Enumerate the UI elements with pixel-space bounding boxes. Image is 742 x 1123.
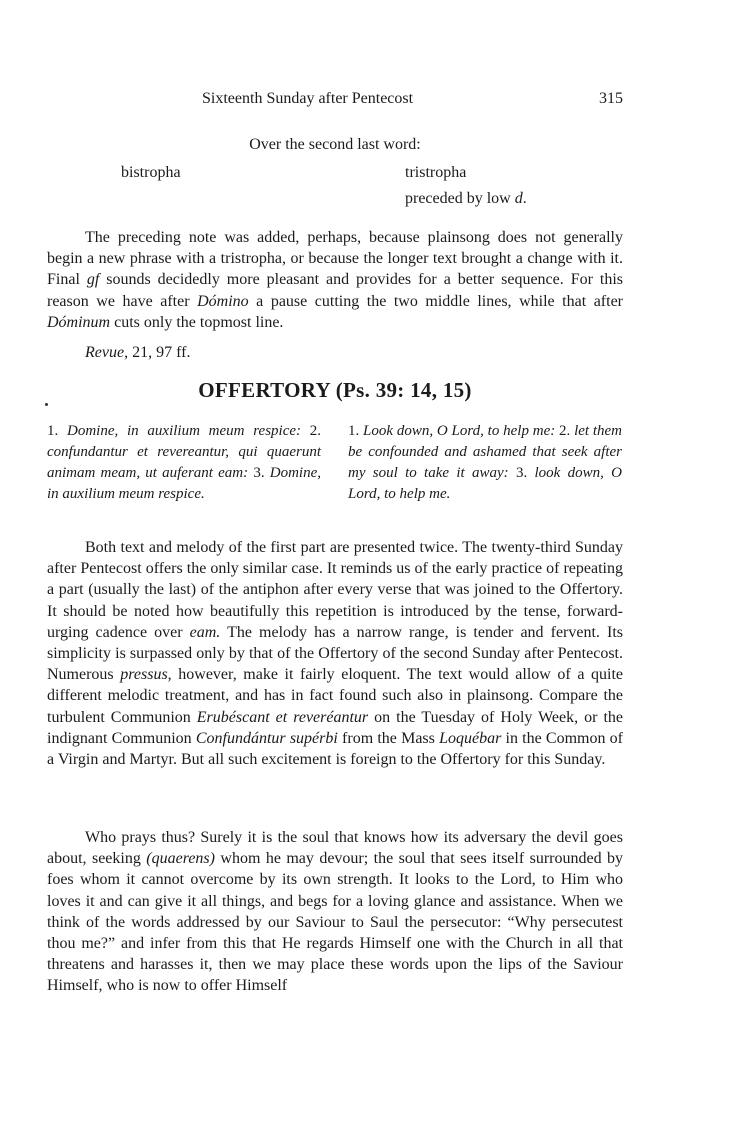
paragraph-melody bbox=[47, 537, 623, 770]
para2-text-4: on the Tuesday of Holy Week, or the indignant Communion bbox=[47, 708, 624, 747]
paragraph-tristropha bbox=[47, 227, 623, 333]
latin-verse-3-number: 3. bbox=[253, 465, 270, 481]
english-verse-2: let them be confounded and ashamed that seek after my soul to take it away: bbox=[348, 423, 623, 481]
para1-text-1: The preceding note was added, perhaps, because plainsong does not generally begin a new phrase with a tristropha, or because the longer text brought a change with it. Final bbox=[47, 229, 623, 289]
para2-text-1: Both text and melody of the first part are presented twice. The twenty-third Sunday after Pentecost offers the only similar case. It reminds us of the early practice of repeating a part (usually the last) of the antiphon after every verse that was joined to the Offertory. It should be noted how beautifully this repetition is introduced by the tense, forward-urging cadence over bbox=[47, 539, 623, 641]
paragraph-who-prays bbox=[47, 827, 623, 997]
para1-text-3: a pause cutting the two middle lines, while that after bbox=[248, 292, 624, 310]
para2-italic-eam: eam. bbox=[189, 623, 221, 641]
para2-text-2: The melody has a narrow range, is tender and fervent. Its simplicity is surpassed only by that of the Offertory of the second Sunday after Pentecost. Numerous bbox=[47, 623, 624, 684]
para2-text-5: from the Mass bbox=[337, 729, 440, 747]
english-verse-3: look down, O Lord, to help me. bbox=[348, 465, 623, 502]
para2-italic-confundantur: Confundántur supérbi bbox=[195, 729, 338, 747]
para1-italic-gf: gf bbox=[86, 271, 100, 289]
note-letter: d bbox=[514, 190, 523, 207]
para2-text-3: however, make it fairly eloquent. The text would allow of a quite different melodic treatment, and has in fact found such also in plainsong. Compare the turbulent Communion bbox=[47, 666, 623, 726]
latin-verse-2-number: 2. bbox=[309, 423, 322, 439]
para3-text-1: Who prays thus? Surely it is the soul that knows how its adversary the devil goes about, seeking bbox=[47, 829, 623, 868]
latin-text-column bbox=[47, 421, 321, 505]
para3-italic-quaerens: (quaerens) bbox=[146, 850, 215, 868]
tristropha-note bbox=[405, 190, 527, 208]
para1-text-4: cuts only the topmost line. bbox=[110, 313, 284, 331]
tristropha-note-text: preceded by low bbox=[405, 190, 511, 207]
bistropha-label: bistropha bbox=[121, 164, 181, 181]
para1-text-2: sounds decidedly more pleasant and provides for a better sequence. For this reason we have after bbox=[47, 271, 623, 310]
para3-text-2: whom he may devour; the soul that sees itself surrounded by foes whom it cannot overcome by its own strength. It looks to the Lord, to Him who loves it and can give it all things, and begs for a loving glance and assistance. When we think of the words addressed by our Saviour to Saul the persecutor: “Why persecutest thou me?” and infer from this that He regards Himself one with the Church in all that threatens and harasses it, then we may place these words upon the lips of the Saviour Himself, who is now to offer Himself bbox=[47, 850, 623, 995]
english-verse-1: Look down, O Lord, to help me: bbox=[363, 423, 560, 439]
para2-italic-loquebar: Loquébar bbox=[439, 729, 502, 747]
english-text-column bbox=[348, 421, 622, 505]
english-verse-3-number: 3. bbox=[515, 465, 535, 481]
page-number: 315 bbox=[599, 90, 623, 107]
english-verse-2-number: 2. bbox=[559, 423, 575, 439]
comparison-intro: Over the second last word: bbox=[249, 136, 421, 153]
tristropha-note-end: . bbox=[522, 190, 527, 207]
para1-italic-dominum: Dóminum bbox=[47, 313, 111, 331]
citation-ref: , 21, 97 ff. bbox=[124, 344, 191, 361]
latin-verse-1: Domine, in auxilium meum respice: bbox=[67, 423, 310, 439]
running-header bbox=[47, 90, 623, 112]
latin-verse-1-number: 1. bbox=[47, 423, 68, 439]
running-title: Sixteenth Sunday after Pentecost bbox=[202, 90, 414, 107]
para2-text-6: in the Common of a Virgin and Martyr. But all such excitement is foreign to the Offertory for this Sunday. bbox=[47, 729, 623, 769]
para2-italic-pressus: pressus, bbox=[120, 666, 172, 684]
section-heading: OFFERTORY (Ps. 39: 14, 15) bbox=[198, 378, 472, 402]
para1-italic-domino: Dómino bbox=[197, 292, 249, 310]
para2-italic-erubescant: Erubéscant et reveréantur bbox=[196, 708, 369, 726]
tristropha-label: tristropha bbox=[405, 164, 467, 181]
citation-source: Revue bbox=[85, 344, 125, 361]
latin-verse-3: Domine, in auxilium meum respice. bbox=[47, 465, 322, 502]
margin-dot bbox=[45, 403, 48, 406]
citation bbox=[85, 344, 190, 362]
latin-verse-2: confundantur et revereantur, qui quaerunt animam meam, ut auferant eam: bbox=[47, 444, 321, 481]
english-verse-1-number: 1. bbox=[348, 423, 364, 439]
